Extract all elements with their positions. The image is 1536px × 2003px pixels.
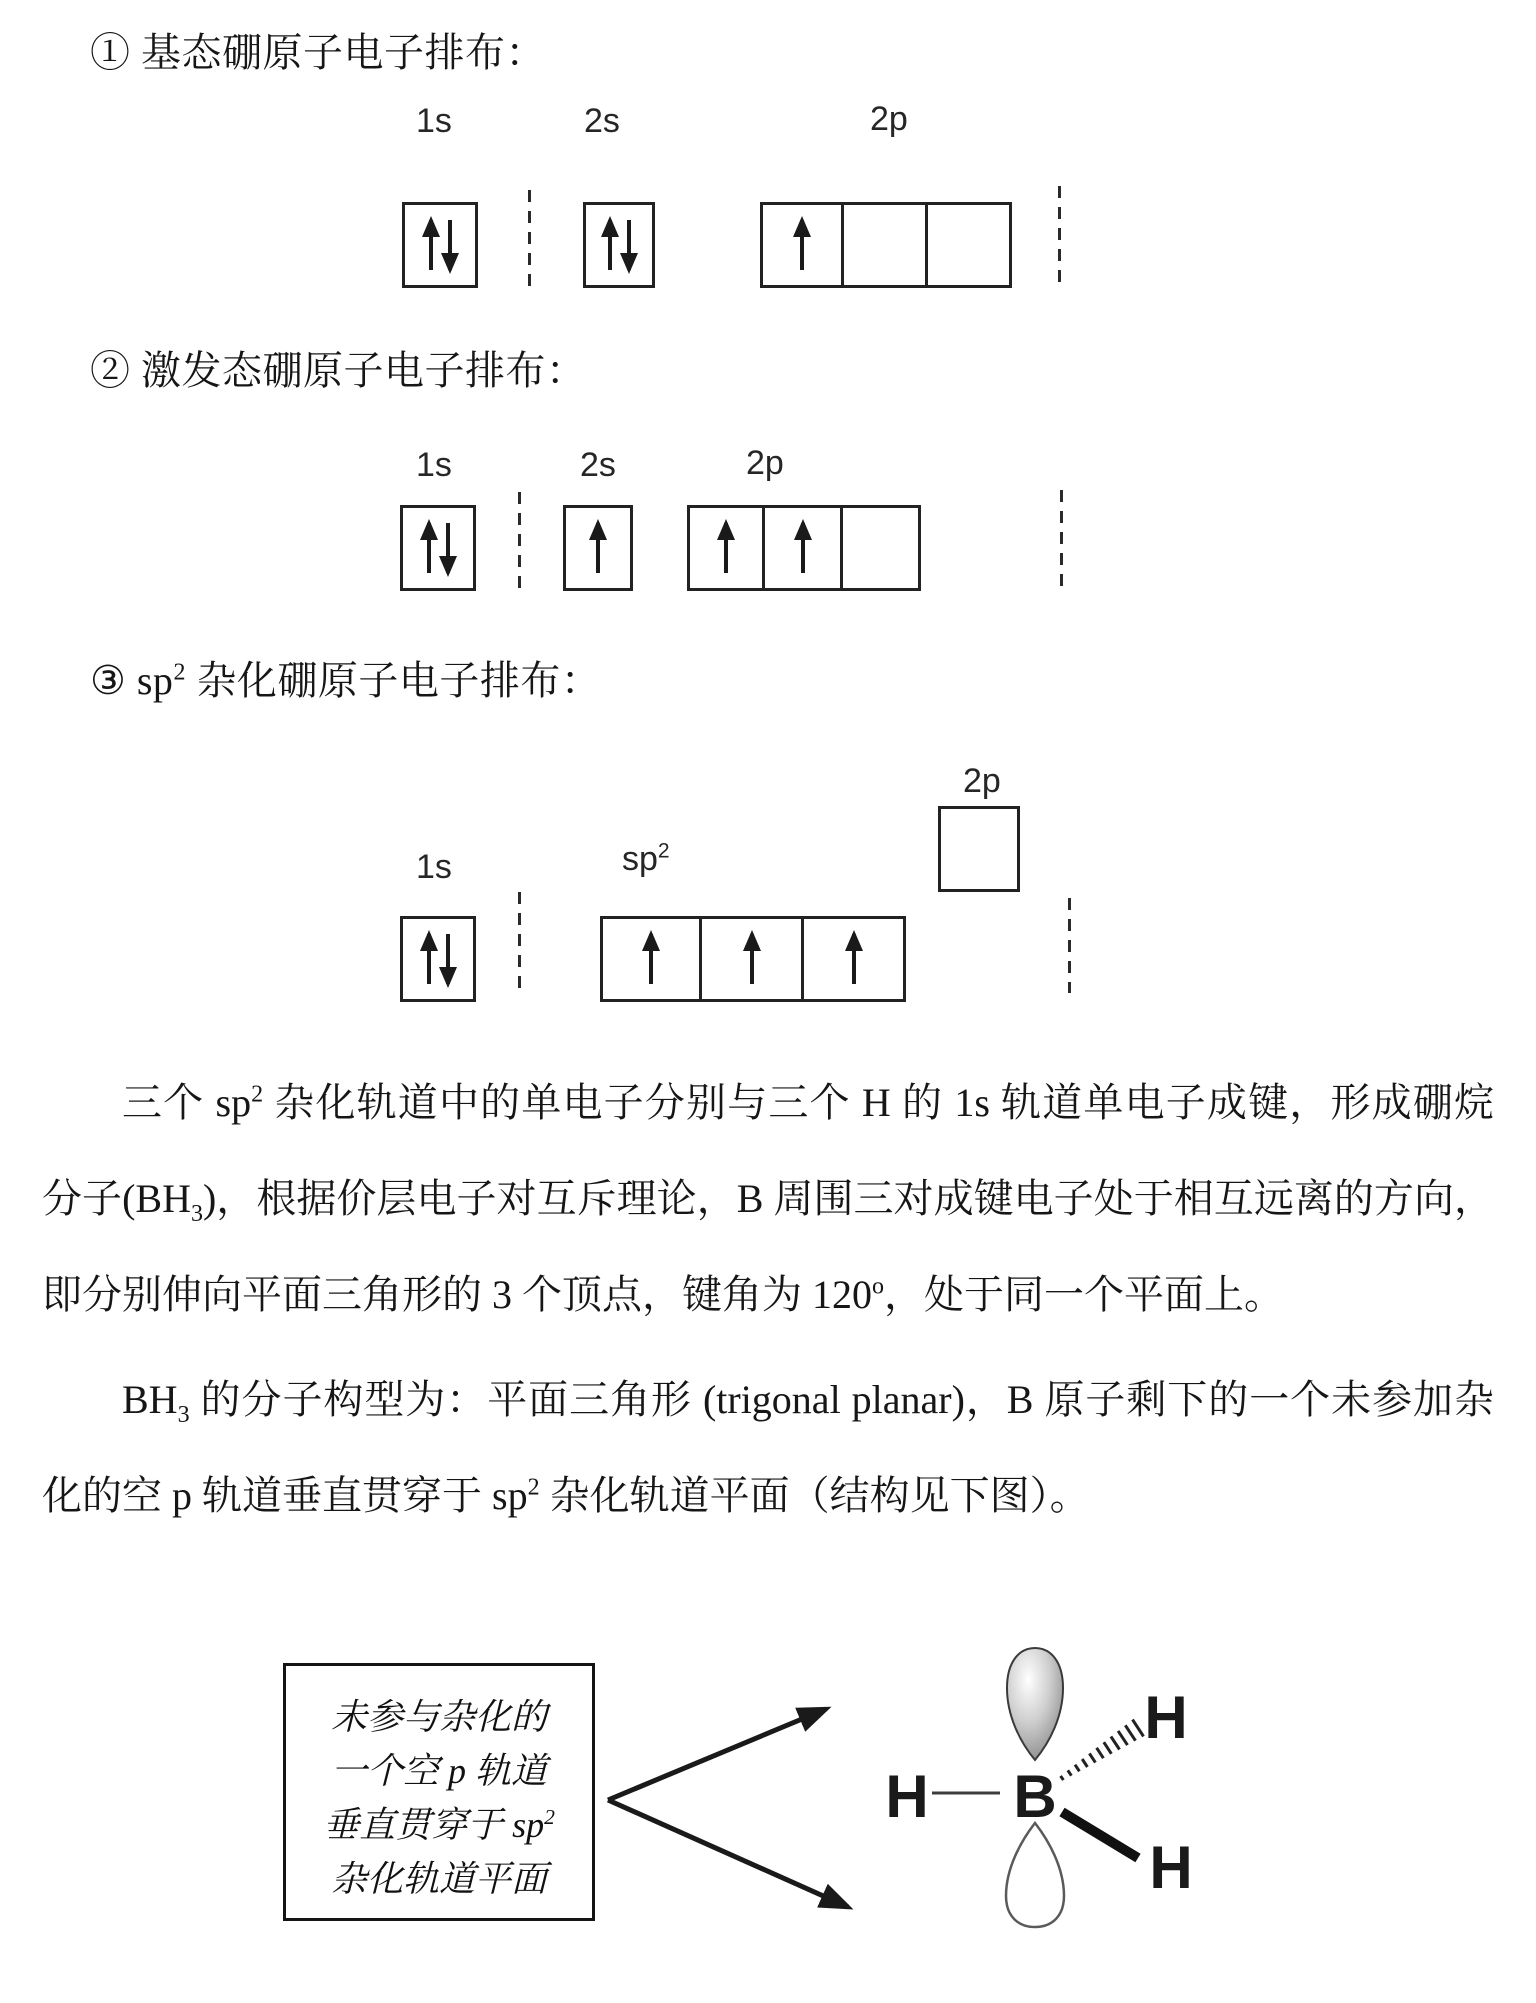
heading-sp2-superscript: 2	[173, 659, 186, 686]
p1-sup-2: 2	[251, 1081, 264, 1108]
p1-text: )，根据价层电子对互斥理论，B 周围三对成键电子处于相互远离的方向，即分别伸向平面三角形的 3 个顶点，键角为 120	[42, 1176, 1494, 1317]
p1-text: 杂化轨道中的单电子分别与三个 H 的 1s 轨道单电子成键，形成硼烷分子(BH	[42, 1080, 1494, 1221]
orbital-box-sp2-3	[804, 916, 906, 1002]
heading-sp2-prefix: ③ sp	[90, 658, 174, 703]
up-spin-arrow-icon	[427, 934, 431, 984]
orbital-label-2s: 2s	[584, 102, 620, 140]
p-orbital-upper-lobe	[1007, 1648, 1063, 1760]
divider-dashed-line	[1068, 898, 1071, 993]
p2-sup-2: 2	[527, 1474, 540, 1501]
sp-label-text: sp	[622, 840, 658, 878]
up-spin-arrow-icon	[608, 220, 612, 270]
orbital-label-1s: 1s	[416, 848, 452, 886]
bh3-molecule-figure	[850, 1620, 1310, 2000]
heading-excited-state: ② 激发态硼原子电子排布：	[90, 348, 587, 393]
divider-dashed-line	[518, 892, 521, 997]
down-spin-arrow-icon	[446, 934, 450, 984]
callout-sup-2: 2	[544, 1805, 555, 1829]
orbital-box-1s	[400, 916, 476, 1002]
orbital-box-group-sp2	[600, 916, 906, 1002]
heading-sp2-suffix: 杂化硼原子电子排布：	[185, 658, 602, 703]
p2-text: 杂化轨道平面（结构见下图）。	[539, 1473, 1090, 1518]
divider-dashed-line	[528, 190, 531, 286]
orbital-box-2p-empty	[938, 806, 1020, 892]
sp-label-superscript: 2	[657, 839, 670, 863]
down-spin-arrow-icon	[446, 523, 450, 573]
down-spin-arrow-icon	[448, 220, 452, 270]
p2-text: BH	[122, 1377, 178, 1422]
heading-sp2-hybrid	[90, 658, 601, 704]
orbital-box-group-2p	[760, 202, 1012, 288]
hydrogen-lower-right-label: H	[1149, 1834, 1193, 1901]
orbital-box-2p-3	[843, 505, 921, 591]
solid-wedge-bond	[1062, 1812, 1138, 1858]
orbital-box-2s	[583, 202, 655, 288]
divider-dashed-line	[1058, 186, 1061, 286]
up-spin-arrow-icon	[750, 934, 754, 984]
callout-empty-p-orbital-note	[283, 1663, 595, 1921]
paragraph-bonding-description	[42, 1055, 1494, 1343]
orbital-label-1s: 1s	[416, 446, 452, 484]
arrow-to-lower-lobe	[608, 1800, 848, 1907]
divider-dashed-line	[518, 492, 521, 588]
up-spin-arrow-icon	[724, 523, 728, 573]
orbital-box-2p-3	[928, 202, 1012, 288]
p1-sub-3: 3	[190, 1201, 203, 1227]
up-spin-arrow-icon	[427, 523, 431, 573]
callout-pointer-arrows	[598, 1645, 888, 1965]
paragraph-geometry-description	[42, 1352, 1494, 1544]
up-spin-arrow-icon	[596, 523, 600, 573]
orbital-box-2s	[563, 505, 633, 591]
callout-line: 未参与杂化的	[330, 1697, 547, 1737]
orbital-box-sp2-1	[600, 916, 702, 1002]
orbital-box-1s	[400, 505, 476, 591]
heading-ground-state: ① 基态硼原子电子排布：	[90, 30, 546, 75]
orbital-box-2p-1	[687, 505, 765, 591]
orbital-label-1s: 1s	[416, 102, 452, 140]
orbital-box-2p-2	[844, 202, 928, 288]
hydrogen-upper-right-label: H	[1144, 1684, 1188, 1751]
arrow-to-upper-lobe	[608, 1709, 826, 1800]
callout-line-text: 垂直贯穿于 sp	[323, 1805, 545, 1845]
p1-text: 三个 sp	[122, 1080, 252, 1125]
hydrogen-left-label: H	[885, 1763, 929, 1830]
up-spin-arrow-icon	[649, 934, 653, 984]
orbital-label-sp2	[622, 839, 670, 878]
orbital-box-2p-2	[765, 505, 843, 591]
orbital-label-2p: 2p	[870, 100, 908, 138]
callout-line	[286, 1798, 592, 1852]
p-orbital-lower-lobe	[1006, 1823, 1064, 1927]
callout-line: 一个空 p 轨道	[330, 1751, 547, 1791]
orbital-label-2s: 2s	[580, 446, 616, 484]
p1-sup-degree: o	[872, 1273, 884, 1300]
orbital-box-group-2p	[687, 505, 921, 591]
orbital-label-2p: 2p	[746, 444, 784, 482]
orbital-box-2p-1	[760, 202, 844, 288]
divider-dashed-line	[1060, 490, 1063, 590]
boron-atom-label: B	[1013, 1763, 1057, 1830]
up-spin-arrow-icon	[801, 523, 805, 573]
p1-text: ，处于同一个平面上。	[884, 1272, 1284, 1317]
orbital-box-1s	[402, 202, 478, 288]
up-spin-arrow-icon	[852, 934, 856, 984]
p2-text: 的分子构型为：平面三角形 (trigonal planar)，B 原子剩下的一个未参加杂化的空 p 轨道垂直贯穿于 sp	[42, 1377, 1494, 1518]
callout-line: 杂化轨道平面	[330, 1859, 547, 1899]
orbital-label-2p: 2p	[963, 762, 1001, 800]
orbital-box-sp2-2	[702, 916, 804, 1002]
p2-sub-3: 3	[177, 1402, 190, 1428]
hashed-wedge-bond	[1061, 1720, 1144, 1781]
up-spin-arrow-icon	[800, 220, 804, 270]
up-spin-arrow-icon	[429, 220, 433, 270]
down-spin-arrow-icon	[627, 220, 631, 270]
